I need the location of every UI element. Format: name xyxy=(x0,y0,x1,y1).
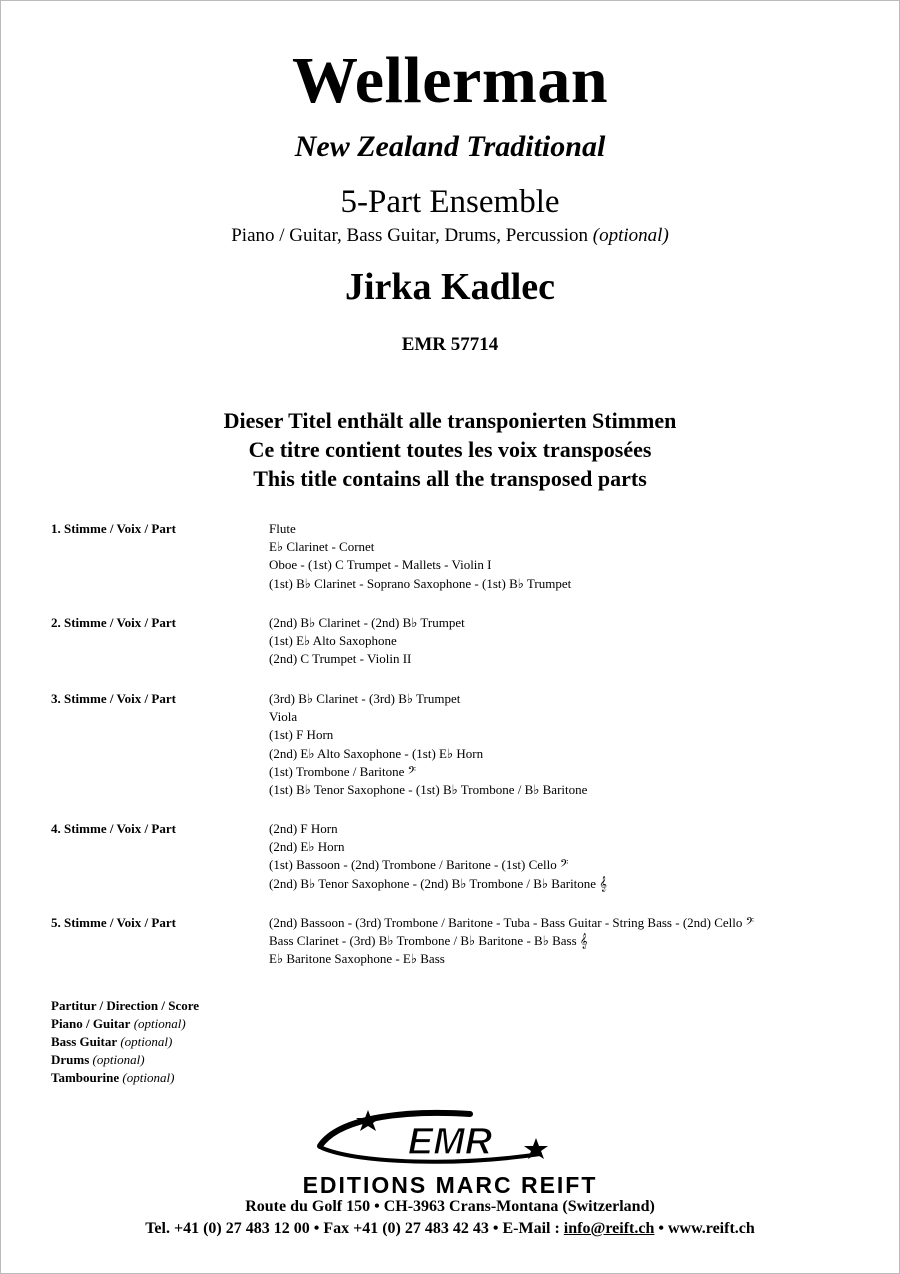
score-item: Bass Guitar (optional) xyxy=(51,1034,173,1049)
instrument-line: (1st) Trombone / Baritone 𝄢 xyxy=(269,763,417,779)
instrument-line: (2nd) B♭ Clarinet - (2nd) B♭ Trumpet xyxy=(269,615,465,630)
instrumentation-optional: (optional) xyxy=(592,225,669,246)
publisher-contact: Tel. +41 (0) 27 483 12 00 • Fax +41 (0) 27 483 42 43 • E-Mail : info@reift.ch • www.reift.ch xyxy=(145,1220,755,1237)
score-list xyxy=(51,997,199,1087)
instrument-line: (1st) Bassoon - (2nd) Trombone / Baritone - (1st) Cello 𝄢 xyxy=(269,857,569,873)
instrument-line: (2nd) Bassoon - (3rd) Trombone / Baritone - Tuba - Bass Guitar - String Bass - (2nd) Cello 𝄢 xyxy=(269,915,754,930)
part-instruments-4 xyxy=(269,820,607,893)
instrument-line: (3rd) B♭ Clarinet - (3rd) B♭ Trumpet xyxy=(269,691,461,706)
score-item: Partitur / Direction / Score xyxy=(51,998,200,1013)
instrument-line: (1st) B♭ Clarinet - Soprano Saxophone - (1st) B♭ Trumpet xyxy=(269,575,572,591)
subtitle: New Zealand Traditional xyxy=(294,130,606,163)
emr-logo xyxy=(300,1108,600,1170)
part-instruments-1 xyxy=(269,520,571,593)
instrument-line: Viola xyxy=(269,709,298,725)
score-item: Tambourine (optional) xyxy=(51,1070,175,1085)
instrument-line: (2nd) F Horn xyxy=(269,821,338,836)
part-label-5: 5. Stimme / Voix / Part xyxy=(51,915,176,930)
email-link[interactable]: info@reift.ch xyxy=(563,1220,655,1237)
part-instruments-3 xyxy=(269,690,587,799)
instrument-line: (1st) F Horn xyxy=(269,727,334,743)
score-item: Drums (optional) xyxy=(51,1052,145,1067)
notice-en: This title contains all the transposed parts xyxy=(253,466,647,491)
instrument-line: (1st) E♭ Alto Saxophone xyxy=(269,633,397,649)
ensemble-type: 5-Part Ensemble xyxy=(340,184,560,220)
notice-fr: Ce titre contient toutes les voix transposées xyxy=(248,437,652,462)
part-label-1: 1. Stimme / Voix / Part xyxy=(51,521,176,536)
logo-text: EMR xyxy=(407,1121,493,1163)
instrument-line: (2nd) E♭ Horn xyxy=(269,839,345,855)
instrument-line: E♭ Baritone Saxophone - E♭ Bass xyxy=(269,951,445,967)
notice-de: Dieser Titel enthält alle transponierten Stimmen xyxy=(223,408,677,433)
instrumentation-text: Piano / Guitar, Bass Guitar, Drums, Percussion xyxy=(231,225,589,246)
score-item: Piano / Guitar (optional) xyxy=(51,1016,186,1031)
publisher-name: EDITIONS MARC REIFT xyxy=(302,1172,598,1198)
catalog-number: EMR 57714 xyxy=(401,334,499,355)
star-icon xyxy=(356,1110,380,1131)
part-label-3: 3. Stimme / Voix / Part xyxy=(51,691,176,706)
publisher-address: Route du Golf 150 • CH-3963 Crans-Montana (Switzerland) xyxy=(245,1198,655,1215)
composer: Jirka Kadlec xyxy=(344,266,556,308)
part-label-4: 4. Stimme / Voix / Part xyxy=(51,821,176,836)
part-instruments-2 xyxy=(269,614,465,669)
instrument-line: E♭ Clarinet - Cornet xyxy=(269,539,375,555)
part-instruments-5 xyxy=(269,914,754,969)
part-label-2: 2. Stimme / Voix / Part xyxy=(51,615,176,630)
instrument-line: Oboe - (1st) C Trumpet - Mallets - Violin I xyxy=(269,557,492,573)
instrument-line: (1st) B♭ Tenor Saxophone - (1st) B♭ Trombone / B♭ Baritone xyxy=(269,781,588,797)
instrument-line: Flute xyxy=(269,521,296,536)
page-title: Wellerman xyxy=(291,44,609,117)
instrument-line: (2nd) E♭ Alto Saxophone - (1st) E♭ Horn xyxy=(269,745,484,761)
instrument-line: (2nd) B♭ Tenor Saxophone - (2nd) B♭ Trombone / B♭ Baritone 𝄞 xyxy=(269,875,607,891)
instrument-line: (2nd) C Trumpet - Violin II xyxy=(269,651,412,667)
instrument-line: Bass Clarinet - (3rd) B♭ Trombone / B♭ Baritone - B♭ Bass 𝄞 xyxy=(269,933,588,949)
